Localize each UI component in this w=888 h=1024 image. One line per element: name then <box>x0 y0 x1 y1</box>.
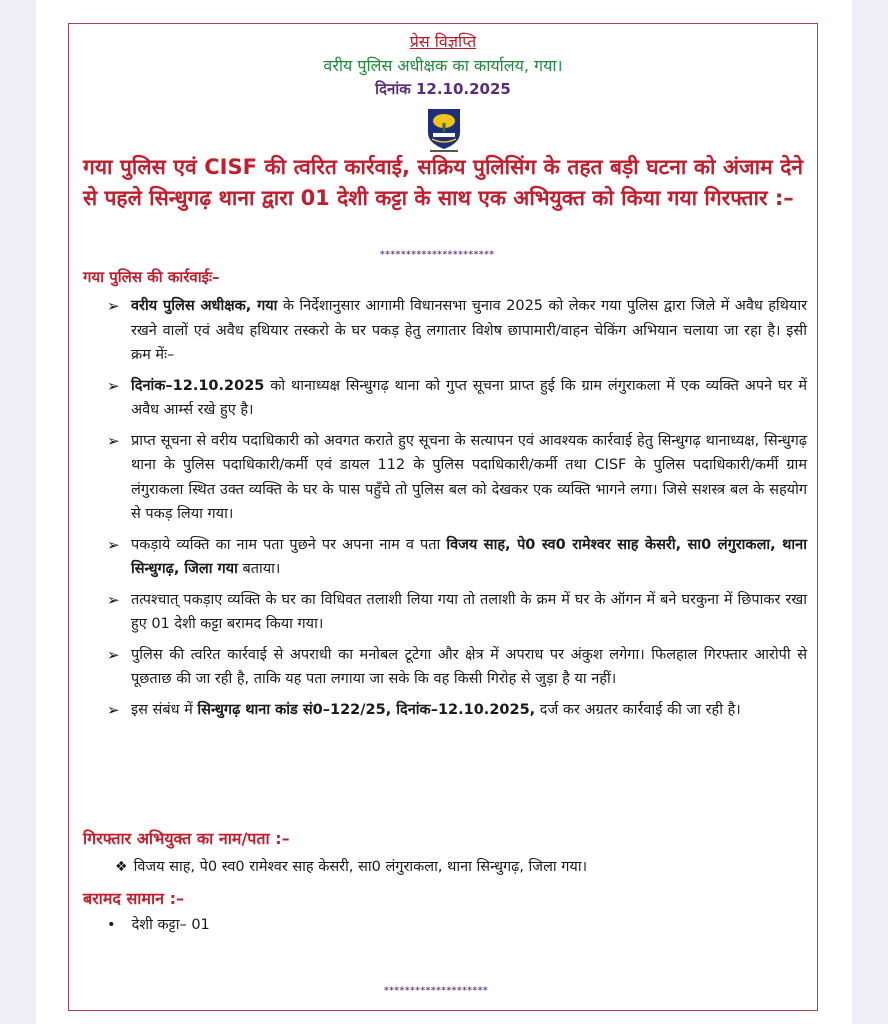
section-heading-arrested-accused: गिरफ्तार अभियुक्त का नाम/पता :– <box>83 829 290 848</box>
headline: गया पुलिस एवं CISF की त्वरित कार्रवाई, सक्रिय पुलिसिंग के तहत बड़ी घटना को अंजाम देने से पहले सिन्धुगढ़ थाना द्वारा 01 देशी कट्टा के साथ एक अभियुक्त को किया गया गिरफ्तार :– <box>83 155 803 210</box>
bullet-tail-bold: विजय साह, पे0 स्व0 रामेश्वर साह केसरी, सा0 लंगुराकला, थाना सिन्धुगढ़, जिला गया <box>131 536 807 577</box>
bihar-police-emblem-icon <box>424 107 464 153</box>
document-page <box>36 0 852 1024</box>
recovered-item-text: देशी कट्टा– 01 <box>131 917 210 933</box>
separator-stars: ********************** <box>380 250 495 260</box>
section-heading-recovered-items: बरामद सामान :– <box>83 889 184 908</box>
bullet-text: पुलिस की त्वरित कार्रवाई से अपराधी का मनोबल टूटेगा और क्षेत्र में अपराध पर अंकुश लगेगा। फिलहाल गिरफ्तार आरोपी से पूछताछ की जा रही है, ताकि यह पता लगाया जा सके कि वह किसी गिरोह से जुड़ा है या नहीं। <box>131 646 807 687</box>
bullet-bold: दिनांक–12.10.2025 <box>131 377 265 394</box>
bullet-text: प्राप्त सूचना से वरीय पदाधिकारी को अवगत कराते हुए सूचना के सत्यापन एवं आवश्यक कार्रवाई हेतु सिन्धुगढ़ थानाध्यक्ष, सिन्धुगढ़ थाना के पुलिस पदाधिकारी/कर्मी एवं डायल 112 के पुलिस पदाधिकारी/कर्मी तथा CISF के पुलिस पदाधिकारी/कर्मी ग्राम लंगुराकला स्थित उक्त व्यक्ति के घर के पास पहुँचे तो पुलिस बल को देखकर एक व्यक्ति भागने लगा। जिसे सशस्त्र बल के सहयोग से पकड़ लिया गया। <box>131 432 807 522</box>
footer-separator-stars: ******************** <box>384 986 489 996</box>
release-date: दिनांक 12.10.2025 <box>375 80 511 98</box>
diamond-bullet-icon: ❖ <box>115 859 128 875</box>
bullet-text: पकड़ाये व्यक्ति का नाम पता पुछने पर अपना नाम व पता <box>131 536 447 553</box>
action-bullet <box>107 533 807 582</box>
bullet-text: इस संबंध में <box>131 701 198 718</box>
bullet-tail: दर्ज कर अग्रतर कार्रवाई की जा रही है। <box>535 701 741 718</box>
bullet-text: को थानाध्यक्ष सिन्धुगढ़ थाना को गुप्त सूचना प्राप्त हुई कि ग्राम लंगुराकला में एक व्यक्ति अपने घर में अवैध आर्म्स रखे हुए है। <box>131 377 807 418</box>
arrow-bullet-icon: ➢ <box>107 376 120 395</box>
accused-details: विजय साह, पे0 स्व0 रामेश्वर साह केसरी, सा0 लंगुराकला, थाना सिन्धुगढ़, जिला गया। <box>133 859 588 875</box>
bullet-tail: बताया। <box>237 561 281 577</box>
action-bullet <box>107 294 807 368</box>
action-bullet <box>107 429 807 527</box>
arrow-bullet-icon: ➢ <box>107 535 120 554</box>
accused-item <box>115 856 805 876</box>
arrow-bullet-icon: ➢ <box>107 590 120 609</box>
action-bullet <box>107 698 807 723</box>
bullet-text: तत्पश्चात् पकड़ाए व्यक्ति के घर का विधिवत तलाशी लिया गया तो तलाशी के क्रम में घर के ऑगन में बने घरकुना में छिपाकर रखा हुए 01 देशी कट्टा बरामद किया गया। <box>131 591 807 632</box>
section-heading-police-action: गया पुलिस की कार्रवाईः– <box>83 268 220 286</box>
recovered-item <box>107 914 210 934</box>
bullet-tail-bold: सिन्धुगढ़ थाना कांड सं0–122/25, दिनांक–12.10.2025, <box>197 701 536 718</box>
arrow-bullet-icon: ➢ <box>107 700 120 719</box>
press-release-frame <box>68 23 818 1011</box>
arrow-bullet-icon: ➢ <box>107 297 120 315</box>
action-bullet <box>107 374 807 423</box>
bullet-text: के निर्देशानुसार आगामी विधानसभा चुनाव 2025 को लेकर गया पुलिस द्वारा जिले में अवैध हथियार रखने वालों एवं अवैध हथियार तस्करो के घर पकड़ हेतु लगातार विशेष छापामारी/वाहन चेकिंग अभियान चलाया जा रहा है। इसी क्रम मेंः– <box>131 298 808 363</box>
action-bullet <box>107 588 807 637</box>
action-bullet <box>107 643 807 692</box>
arrow-bullet-icon: ➢ <box>107 431 120 450</box>
press-release-title: प्रेस विज्ञप्ति <box>409 32 477 51</box>
arrow-bullet-icon: ➢ <box>107 645 120 664</box>
bullet-bold: वरीय पुलिस अधीक्षक, गया <box>131 298 278 314</box>
action-bullet-list <box>107 294 807 728</box>
office-name: वरीय पुलिस अधीक्षक का कार्यालय, गया। <box>323 56 563 75</box>
bullet-dot-icon: • <box>107 917 116 933</box>
